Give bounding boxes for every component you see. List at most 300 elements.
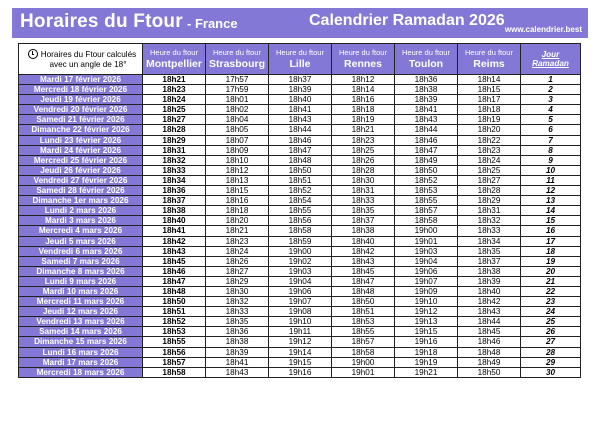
ftour-time-cell: 18h14 [458, 75, 521, 85]
ftour-time-cell: 18h38 [143, 206, 206, 216]
date-cell: Dimanche 15 mars 2026 [19, 337, 143, 347]
date-cell: Mercredi 18 mars 2026 [19, 367, 143, 377]
ftour-time-cell: 18h36 [143, 186, 206, 196]
ftour-time-cell: 18h26 [332, 155, 395, 165]
ftour-time-cell: 18h56 [143, 347, 206, 357]
ramadan-day-cell: 22 [521, 286, 581, 296]
ftour-time-cell: 18h12 [332, 75, 395, 85]
ftour-time-cell: 18h20 [206, 216, 269, 226]
ftour-time-cell: 18h55 [143, 337, 206, 347]
ftour-time-cell: 19h00 [332, 357, 395, 367]
country-label: - France [187, 16, 238, 31]
ftour-time-cell: 18h27 [458, 175, 521, 185]
ramadan-day-cell: 27 [521, 337, 581, 347]
table-row [19, 165, 581, 175]
ftour-time-cell: 18h27 [143, 115, 206, 125]
ftour-time-cell: 18h48 [143, 286, 206, 296]
table-row [19, 327, 581, 337]
ftour-time-cell: 18h53 [332, 317, 395, 327]
ftour-time-cell: 18h18 [332, 105, 395, 115]
ftour-time-cell: 18h43 [458, 307, 521, 317]
ftour-time-cell: 19h10 [269, 317, 332, 327]
date-cell: Samedi 28 février 2026 [19, 186, 143, 196]
date-cell: Vendredi 20 février 2026 [19, 105, 143, 115]
ftour-time-cell: 18h21 [206, 226, 269, 236]
ftour-time-cell: 18h46 [269, 135, 332, 145]
city-header-toulon [395, 44, 458, 75]
date-cell: Vendredi 27 février 2026 [19, 175, 143, 185]
table-row [19, 347, 581, 357]
ftour-time-cell: 18h56 [269, 216, 332, 226]
table-row [19, 226, 581, 236]
ftour-time-cell: 19h14 [269, 347, 332, 357]
calendar-title: Calendrier Ramadan 2026 [309, 12, 505, 29]
ftour-time-cell: 18h34 [143, 175, 206, 185]
ramadan-day-cell: 7 [521, 135, 581, 145]
date-cell: Lundi 2 mars 2026 [19, 206, 143, 216]
ftour-time-cell: 18h41 [206, 357, 269, 367]
ramadan-day-cell: 16 [521, 226, 581, 236]
table-row [19, 256, 581, 266]
ftour-time-cell: 18h36 [395, 75, 458, 85]
ftour-timetable [18, 43, 581, 378]
ftour-time-cell: 18h37 [458, 256, 521, 266]
ftour-time-cell: 18h01 [206, 95, 269, 105]
ftour-time-cell: 19h07 [395, 276, 458, 286]
ftour-time-cell: 18h58 [395, 216, 458, 226]
ramadan-day-cell: 10 [521, 165, 581, 175]
ftour-time-cell: 18h18 [206, 206, 269, 216]
ftour-time-cell: 18h19 [332, 115, 395, 125]
date-cell: Mardi 17 février 2026 [19, 75, 143, 85]
date-cell: Jeudi 12 mars 2026 [19, 307, 143, 317]
date-cell: Mercredi 4 mars 2026 [19, 226, 143, 236]
ftour-time-cell: 18h47 [395, 145, 458, 155]
city-header-rennes [332, 44, 395, 75]
table-row [19, 357, 581, 367]
ramadan-day-cell: 24 [521, 307, 581, 317]
ftour-time-cell: 18h26 [206, 256, 269, 266]
ftour-time-cell: 18h16 [206, 196, 269, 206]
ftour-time-cell: 18h55 [269, 206, 332, 216]
ftour-time-cell: 19h15 [395, 327, 458, 337]
ftour-time-cell: 18h46 [395, 135, 458, 145]
ftour-time-cell: 18h37 [269, 75, 332, 85]
city-name: Rennes [344, 58, 382, 70]
table-body [19, 75, 581, 378]
ftour-time-cell: 18h50 [269, 165, 332, 175]
ftour-time-cell: 18h25 [332, 145, 395, 155]
ramadan-day-cell: 1 [521, 75, 581, 85]
ftour-time-cell: 18h35 [458, 246, 521, 256]
ftour-time-cell: 18h50 [143, 297, 206, 307]
table-row [19, 105, 581, 115]
ramadan-day-cell: 18 [521, 246, 581, 256]
ftour-time-cell: 18h12 [206, 165, 269, 175]
table-row [19, 246, 581, 256]
ftour-time-cell: 18h51 [332, 307, 395, 317]
ftour-time-cell: 18h42 [332, 246, 395, 256]
ftour-time-cell: 18h49 [458, 357, 521, 367]
ftour-time-cell: 18h16 [332, 95, 395, 105]
ftour-time-cell: 18h33 [458, 226, 521, 236]
ftour-time-cell: 18h21 [143, 75, 206, 85]
ftour-time-cell: 18h24 [206, 246, 269, 256]
ftour-time-cell: 18h31 [332, 186, 395, 196]
ftour-time-cell: 18h28 [458, 186, 521, 196]
ftour-time-cell: 18h52 [143, 317, 206, 327]
table-row [19, 276, 581, 286]
ramadan-day-cell: 12 [521, 186, 581, 196]
jour-line-1: Jour [541, 49, 560, 59]
city-name: Toulon [408, 58, 444, 70]
ftour-time-cell: 18h40 [269, 95, 332, 105]
table-row [19, 145, 581, 155]
ftour-time-cell: 18h23 [458, 145, 521, 155]
ftour-time-cell: 18h17 [458, 95, 521, 105]
ftour-time-cell: 18h41 [143, 226, 206, 236]
table-row [19, 367, 581, 377]
ftour-time-cell: 19h02 [269, 256, 332, 266]
date-cell: Jeudi 5 mars 2026 [19, 236, 143, 246]
ftour-time-cell: 19h11 [269, 327, 332, 337]
ftour-time-cell: 18h04 [206, 115, 269, 125]
page-title: Horaires du Ftour [20, 11, 183, 32]
ftour-time-cell: 18h33 [143, 165, 206, 175]
ftour-time-cell: 18h05 [206, 125, 269, 135]
city-header-reims [458, 44, 521, 75]
ramadan-day-cell: 5 [521, 115, 581, 125]
table-row [19, 317, 581, 327]
date-cell: Lundi 23 février 2026 [19, 135, 143, 145]
ftour-time-cell: 18h38 [395, 85, 458, 95]
ftour-time-cell: 18h34 [458, 236, 521, 246]
ftour-time-cell: 18h33 [332, 196, 395, 206]
city-name: Strasbourg [208, 58, 265, 70]
ramadan-day-cell: 26 [521, 327, 581, 337]
ftour-time-cell: 19h04 [269, 276, 332, 286]
ramadan-day-header [521, 44, 581, 75]
ftour-time-cell: 18h28 [332, 165, 395, 175]
table-row [19, 85, 581, 95]
date-cell: Mardi 24 février 2026 [19, 145, 143, 155]
table-row [19, 266, 581, 276]
ftour-time-cell: 18h53 [143, 327, 206, 337]
ftour-time-cell: 19h10 [395, 297, 458, 307]
date-cell: Samedi 21 février 2026 [19, 115, 143, 125]
ftour-time-cell: 18h43 [269, 115, 332, 125]
ftour-time-cell: 19h09 [395, 286, 458, 296]
ftour-time-cell: 18h19 [458, 115, 521, 125]
ftour-time-cell: 18h55 [395, 196, 458, 206]
ftour-time-cell: 19h04 [395, 256, 458, 266]
ftour-time-cell: 18h40 [143, 216, 206, 226]
date-cell: Dimanche 22 février 2026 [19, 125, 143, 135]
ftour-time-cell: 18h44 [458, 317, 521, 327]
ftour-time-cell: 18h39 [395, 95, 458, 105]
ftour-time-cell: 18h22 [458, 135, 521, 145]
ramadan-day-cell: 19 [521, 256, 581, 266]
ramadan-day-cell: 2 [521, 85, 581, 95]
ftour-time-cell: 18h40 [458, 286, 521, 296]
ftour-time-cell: 18h37 [143, 196, 206, 206]
ftour-time-cell: 18h45 [143, 256, 206, 266]
table-row [19, 307, 581, 317]
ftour-time-cell: 18h52 [395, 175, 458, 185]
title-banner [12, 8, 588, 38]
ftour-time-cell: 19h12 [395, 307, 458, 317]
table-row [19, 155, 581, 165]
table-row [19, 186, 581, 196]
ftour-time-cell: 18h41 [395, 105, 458, 115]
ftour-time-cell: 18h32 [206, 297, 269, 307]
ramadan-day-cell: 14 [521, 206, 581, 216]
ftour-time-cell: 18h57 [332, 337, 395, 347]
clock-icon [28, 49, 38, 59]
date-cell: Dimanche 8 mars 2026 [19, 266, 143, 276]
ftour-time-cell: 18h25 [143, 105, 206, 115]
ftour-time-cell: 18h55 [332, 327, 395, 337]
ftour-time-cell: 18h31 [143, 145, 206, 155]
ftour-time-cell: 18h49 [395, 155, 458, 165]
ftour-time-cell: 19h06 [269, 286, 332, 296]
table-row [19, 216, 581, 226]
city-sub: Heure du ftour [150, 48, 198, 57]
ftour-time-cell: 18h39 [206, 347, 269, 357]
ftour-time-cell: 18h31 [458, 206, 521, 216]
city-sub: Heure du ftour [465, 48, 513, 57]
ftour-time-cell: 18h53 [395, 186, 458, 196]
ramadan-day-cell: 15 [521, 216, 581, 226]
ftour-time-cell: 18h37 [332, 216, 395, 226]
ftour-time-cell: 18h23 [143, 85, 206, 95]
ftour-time-cell: 18h43 [395, 115, 458, 125]
ramadan-day-cell: 17 [521, 236, 581, 246]
ftour-time-cell: 18h51 [143, 307, 206, 317]
table-row [19, 236, 581, 246]
ftour-time-cell: 18h50 [395, 165, 458, 175]
ramadan-day-cell: 28 [521, 347, 581, 357]
ramadan-day-cell: 4 [521, 105, 581, 115]
ftour-time-cell: 18h29 [143, 135, 206, 145]
ftour-time-cell: 18h42 [458, 297, 521, 307]
ramadan-day-cell: 25 [521, 317, 581, 327]
ftour-time-cell: 19h12 [269, 337, 332, 347]
ftour-time-cell: 19h06 [395, 266, 458, 276]
ftour-time-cell: 18h57 [143, 357, 206, 367]
ramadan-day-cell: 3 [521, 95, 581, 105]
ftour-time-cell: 18h52 [269, 186, 332, 196]
table-row [19, 95, 581, 105]
ftour-time-cell: 19h16 [269, 367, 332, 377]
table-row [19, 196, 581, 206]
ftour-time-cell: 18h25 [458, 165, 521, 175]
ftour-time-cell: 18h18 [458, 105, 521, 115]
ftour-time-cell: 17h59 [206, 85, 269, 95]
ftour-time-cell: 18h48 [332, 286, 395, 296]
ftour-time-cell: 18h27 [206, 266, 269, 276]
ftour-time-cell: 18h30 [206, 286, 269, 296]
ftour-time-cell: 18h43 [143, 246, 206, 256]
ftour-time-cell: 18h38 [206, 337, 269, 347]
ftour-time-cell: 19h19 [395, 357, 458, 367]
ramadan-day-cell: 20 [521, 266, 581, 276]
city-name: Lille [289, 58, 311, 70]
ramadan-day-cell: 6 [521, 125, 581, 135]
ramadan-day-cell: 8 [521, 145, 581, 155]
date-cell: Samedi 14 mars 2026 [19, 327, 143, 337]
city-sub: Heure du ftour [402, 48, 450, 57]
ftour-time-cell: 18h58 [269, 226, 332, 236]
jour-line-2: Ramadan [532, 59, 569, 68]
site-url[interactable]: www.calendrier.best [504, 25, 582, 34]
date-cell: Vendredi 13 mars 2026 [19, 317, 143, 327]
ftour-time-cell: 18h35 [206, 317, 269, 327]
ftour-time-cell: 18h24 [143, 95, 206, 105]
ftour-time-cell: 19h08 [269, 307, 332, 317]
city-header-strasbourg [206, 44, 269, 75]
ftour-time-cell: 19h13 [395, 317, 458, 327]
ftour-time-cell: 18h15 [206, 186, 269, 196]
ftour-time-cell: 18h51 [269, 175, 332, 185]
date-cell: Mercredi 18 février 2026 [19, 85, 143, 95]
table-header-row [19, 44, 581, 75]
date-cell: Jeudi 26 février 2026 [19, 165, 143, 175]
ftour-time-cell: 18h40 [332, 236, 395, 246]
table-row [19, 125, 581, 135]
ftour-time-cell: 18h32 [458, 216, 521, 226]
ftour-time-cell: 18h57 [395, 206, 458, 216]
ftour-time-cell: 18h44 [395, 125, 458, 135]
ftour-time-cell: 18h54 [269, 196, 332, 206]
date-cell: Lundi 9 mars 2026 [19, 276, 143, 286]
ftour-time-cell: 18h23 [206, 236, 269, 246]
ftour-time-cell: 18h29 [458, 196, 521, 206]
ramadan-day-cell: 23 [521, 297, 581, 307]
date-cell: Mercredi 11 mars 2026 [19, 297, 143, 307]
date-cell: Mardi 10 mars 2026 [19, 286, 143, 296]
ftour-time-cell: 18h42 [143, 236, 206, 246]
ftour-time-cell: 18h38 [332, 226, 395, 236]
calculation-note [19, 44, 143, 75]
ramadan-day-cell: 13 [521, 196, 581, 206]
ftour-time-cell: 18h20 [458, 125, 521, 135]
ramadan-day-cell: 30 [521, 367, 581, 377]
ftour-time-cell: 17h57 [206, 75, 269, 85]
ftour-time-cell: 18h45 [332, 266, 395, 276]
date-cell: Mercredi 25 février 2026 [19, 155, 143, 165]
ftour-time-cell: 18h46 [458, 337, 521, 347]
date-cell: Vendredi 6 mars 2026 [19, 246, 143, 256]
ftour-time-cell: 18h48 [269, 155, 332, 165]
ftour-time-cell: 18h38 [458, 266, 521, 276]
ramadan-day-cell: 9 [521, 155, 581, 165]
ftour-time-cell: 19h03 [395, 246, 458, 256]
table-row [19, 75, 581, 85]
ftour-time-cell: 18h50 [332, 297, 395, 307]
ftour-time-cell: 18h48 [458, 347, 521, 357]
ftour-time-cell: 19h21 [395, 367, 458, 377]
date-cell: Mardi 3 mars 2026 [19, 216, 143, 226]
ftour-time-cell: 18h23 [332, 135, 395, 145]
ftour-time-cell: 19h18 [395, 347, 458, 357]
ramadan-day-cell: 11 [521, 175, 581, 185]
date-cell: Lundi 16 mars 2026 [19, 347, 143, 357]
table-row [19, 135, 581, 145]
date-cell: Dimanche 1er mars 2026 [19, 196, 143, 206]
ftour-time-cell: 18h47 [332, 276, 395, 286]
ftour-time-cell: 18h33 [206, 307, 269, 317]
table-row [19, 175, 581, 185]
ftour-time-cell: 18h43 [206, 367, 269, 377]
date-cell: Mardi 17 mars 2026 [19, 357, 143, 367]
ftour-time-cell: 18h47 [143, 276, 206, 286]
ftour-time-cell: 18h02 [206, 105, 269, 115]
ftour-time-cell: 18h32 [143, 155, 206, 165]
ftour-time-cell: 18h24 [458, 155, 521, 165]
city-sub: Heure du ftour [213, 48, 261, 57]
ftour-time-cell: 18h28 [143, 125, 206, 135]
ftour-time-cell: 18h58 [143, 367, 206, 377]
ftour-time-cell: 18h39 [458, 276, 521, 286]
ftour-time-cell: 19h01 [332, 367, 395, 377]
ftour-time-cell: 19h07 [269, 297, 332, 307]
ftour-time-cell: 18h30 [332, 175, 395, 185]
date-cell: Samedi 7 mars 2026 [19, 256, 143, 266]
ramadan-day-cell: 21 [521, 276, 581, 286]
ftour-time-cell: 18h21 [332, 125, 395, 135]
ftour-time-cell: 18h45 [458, 327, 521, 337]
ftour-time-cell: 18h09 [206, 145, 269, 155]
table-row [19, 115, 581, 125]
ftour-time-cell: 18h29 [206, 276, 269, 286]
ftour-time-cell: 18h59 [269, 236, 332, 246]
table-row [19, 297, 581, 307]
date-cell: Jeudi 19 février 2026 [19, 95, 143, 105]
table-row [19, 337, 581, 347]
ftour-time-cell: 18h47 [269, 145, 332, 155]
ftour-time-cell: 18h13 [206, 175, 269, 185]
ftour-time-cell: 18h44 [269, 125, 332, 135]
ftour-time-cell: 19h16 [395, 337, 458, 347]
ftour-time-cell: 19h00 [395, 226, 458, 236]
city-name: Montpellier [145, 58, 202, 70]
ftour-time-cell: 18h10 [206, 155, 269, 165]
city-header-lille [269, 44, 332, 75]
ramadan-day-cell: 29 [521, 357, 581, 367]
ftour-time-cell: 18h43 [332, 256, 395, 266]
ftour-time-cell: 18h07 [206, 135, 269, 145]
ftour-time-cell: 18h15 [458, 85, 521, 95]
table-row [19, 206, 581, 216]
city-sub: Heure du ftour [276, 48, 324, 57]
ftour-time-cell: 19h00 [269, 246, 332, 256]
city-header-montpellier [143, 44, 206, 75]
ftour-time-cell: 19h15 [269, 357, 332, 367]
ftour-time-cell: 18h35 [332, 206, 395, 216]
ftour-time-cell: 18h14 [332, 85, 395, 95]
ftour-time-cell: 19h01 [395, 236, 458, 246]
ftour-time-cell: 18h41 [269, 105, 332, 115]
ftour-time-cell: 18h50 [458, 367, 521, 377]
ftour-time-cell: 18h58 [332, 347, 395, 357]
table-row [19, 286, 581, 296]
note-line-2: avec un angle de 18° [49, 59, 127, 69]
note-line-1: Horaires du Ftour calculés [40, 50, 137, 60]
ftour-time-cell: 18h39 [269, 85, 332, 95]
city-sub: Heure du ftour [339, 48, 387, 57]
ftour-time-cell: 18h46 [143, 266, 206, 276]
